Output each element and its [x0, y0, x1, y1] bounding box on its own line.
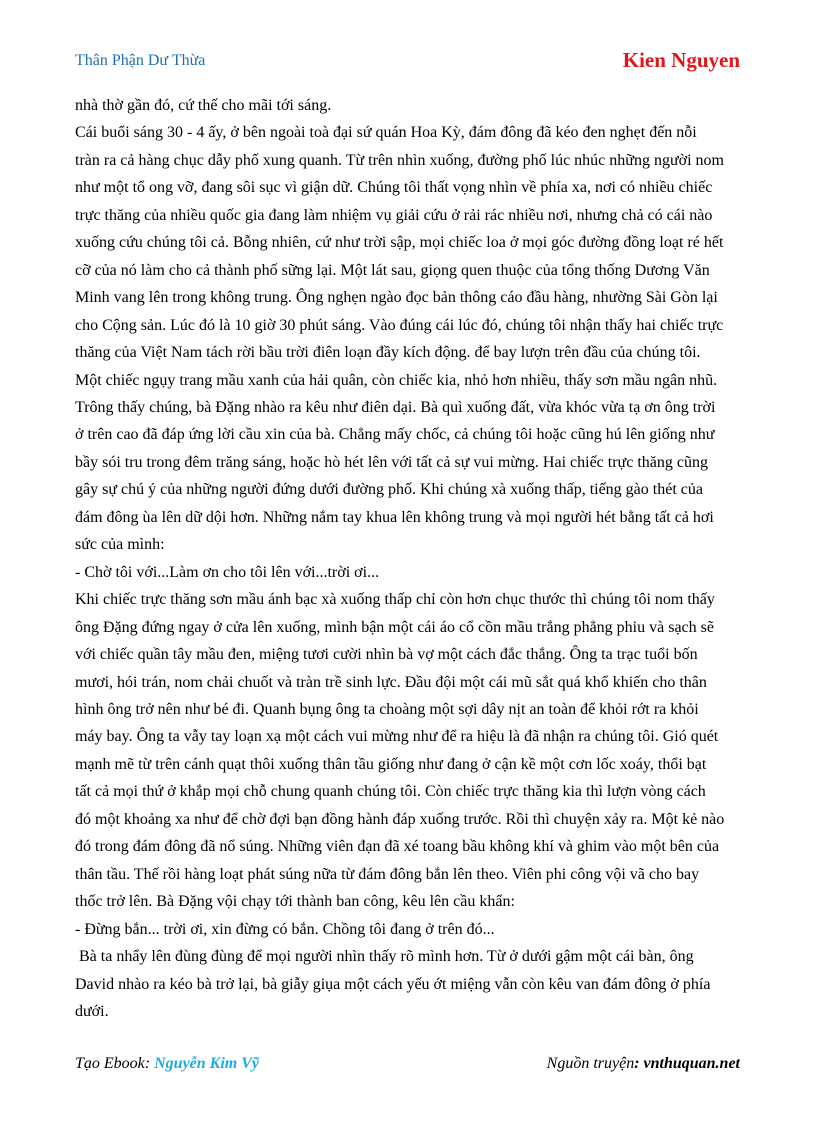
source-site: vnthuquan.net — [643, 1055, 740, 1072]
ebook-label: Tạo Ebook — [75, 1055, 145, 1072]
book-title: Thân Phận Dư Thừa — [75, 52, 206, 69]
text-line: Trông thấy chúng, bà Đặng nhào ra kêu như điên dại. Bà quì xuống đất, vừa khóc vừa tạ ơn ông trời — [75, 398, 716, 416]
text-line: xuống cứu chúng tôi cả. Bỗng nhiên, cứ như trời sập, mọi chiếc loa ở mọi góc đường đồng loạt ré hết — [75, 234, 724, 252]
text-line: - Đừng bắn... trời ơi, xin đừng có bắn. Chồng tôi đang ở trên đó... — [75, 920, 495, 938]
text-line: đám đông ùa lên dữ dội hơn. Những nắm tay khua lên không trung và mọi người hét bằng tất cả hơi — [75, 508, 714, 526]
text-line: như một tổ ong vỡ, đang sôi sục vì giận dữ. Chúng tôi thất vọng nhìn về phía xa, nơi có nhiều chiếc — [75, 179, 713, 197]
text-line: thốc trở lên. Bà Đặng vội chạy tới thành ban công, kêu lên cầu khẩn: — [75, 893, 515, 911]
text-line: ở trên cao đã đáp ứng lời cầu xin của bà. Chẳng mấy chốc, cả chúng tôi hoặc cũng hú lên giống như — [75, 426, 715, 444]
text-line: - Chờ tôi với...Làm ơn cho tôi lên với...trời ơi... — [75, 563, 380, 581]
text-line: cho Cộng sản. Lúc đó là 10 giờ 30 phút sáng. Vào đúng cái lúc đó, chúng tôi nhận thấy hai chiếc trực — [75, 316, 724, 334]
text-line: bầy sói tru trong đêm trăng sáng, hoặc hò hét lên với tất cả sự vui mừng. Hai chiếc trực thăng cũng — [75, 453, 708, 471]
text-line: Cái buổi sáng 30 - 4 ấy, ở bên ngoài toà đại sứ quán Hoa Kỳ, đám đông đã kéo đen nghẹt đến nỗi — [75, 124, 697, 142]
text-line: dưới. — [75, 1002, 109, 1020]
text-line: mươi, hói trán, nom chải chuốt và tràn trề sinh lực. Đầu đội một cái mũ sắt quá khổ khiến cho thân — [75, 673, 707, 691]
text-line: đó một khoảng xa như để chờ đợi bạn đồng hành đáp xuống trước. Rồi thì chuyện xảy ra. Một kẻ nào — [75, 810, 725, 828]
ebook-creator-name: Nguyễn Kim Vỹ — [154, 1055, 259, 1072]
text-line: David nhào ra kéo bà trở lại, bà giẫy giụa một cách yếu ớt miệng vẫn còn kêu van đám đông ở phía — [75, 975, 711, 993]
text-line: Một chiếc ngụy trang mầu xanh của hải quân, còn chiếc kia, nhỏ hơn nhiều, thấy sơn mầu ngân nhũ. — [75, 371, 718, 389]
text-line: Khi chiếc trực thăng sơn mầu ánh bạc xà xuống thấp chỉ còn hơn chục thước thì chúng tôi nom thấy — [75, 591, 715, 609]
body-text — [75, 92, 755, 1025]
text-line: tràn ra cả hàng chục dẫy phố xung quanh. Từ trên nhìn xuống, đường phố lúc nhúc những người nom — [75, 151, 724, 169]
source-separator: : — [634, 1055, 644, 1072]
source-credit — [547, 1055, 740, 1073]
text-line: sức của mình: — [75, 536, 165, 554]
ebook-separator: : — [144, 1055, 155, 1072]
text-line: Minh vang lên trong không trung. Ông nghẹn ngào đọc bản thông cáo đầu hàng, nhường Sài Gòn lại — [75, 289, 718, 307]
text-line: hình ông trở nên như bé đi. Quanh bụng ông ta choàng một sợi dây nịt an toàn để khỏi rớt ra khỏi — [75, 700, 699, 718]
text-line: tất cả mọi thứ ở khắp mọi chỗ chung quanh chúng tôi. Còn chiếc trực thăng kia thì lượn vòng cách — [75, 783, 706, 801]
text-line: thăng của Việt Nam tách rời bầu trời điên loạn đầy kích động. để bay lượn trên đầu của chúng tôi. — [75, 344, 701, 362]
text-line: Bà ta nhẩy lên đùng đùng để mọi người nhìn thấy rõ mình hơn. Từ ở dưới gậm một cái bàn, ông — [75, 948, 694, 966]
text-line: trực thăng của nhiều quốc gia đang làm nhiệm vụ giải cứu ở rải rác nhiều nơi, nhưng chả có cái nào — [75, 206, 713, 224]
text-line: máy bay. Ông ta vẫy tay loạn xạ một cách vui mừng như để ra hiệu là đã nhận ra chúng tôi. Gió quét — [75, 728, 719, 746]
text-line: ông Đặng đứng ngay ở cửa lên xuống, mình bận một cái áo cổ cồn mầu trắng phẳng phiu và sạch sẽ — [75, 618, 714, 636]
ebook-credit — [75, 1055, 259, 1073]
source-label: Nguồn truyện — [546, 1055, 635, 1072]
text-line: với chiếc quần tây mầu đen, miệng tươi cười nhìn bà vợ một cách đắc thắng. Ông ta trạc tuổi bốn — [75, 646, 698, 664]
text-line: cỡ của nó làm cho cả thành phố sững lại. Một lát sau, giọng quen thuộc của tổng thống Dương Văn — [75, 261, 710, 279]
text-line: nhà thờ gần đó, cứ thế cho mãi tới sáng. — [75, 97, 332, 114]
text-line: gây sự chú ý của những người đứng dưới đường phố. Khi chúng xà xuống thấp, tiếng gào thét của — [75, 481, 703, 499]
author-name: Kien Nguyen — [622, 48, 740, 72]
text-line: đó trong đám đông đã nổ súng. Những viên đạn đã xé toang bầu không khí và ghim vào một bên của — [75, 838, 720, 856]
text-line: mạnh mẽ từ trên cánh quạt thôi xuống thân tầu giống như đang ở cận kề một cơn lốc xoáy, thổi bạt — [75, 755, 707, 773]
text-line: thân tầu. Thế rồi hàng loạt phát súng nữa từ đám đông bắn lên theo. Viên phi công vội vã cho bay — [75, 865, 700, 883]
